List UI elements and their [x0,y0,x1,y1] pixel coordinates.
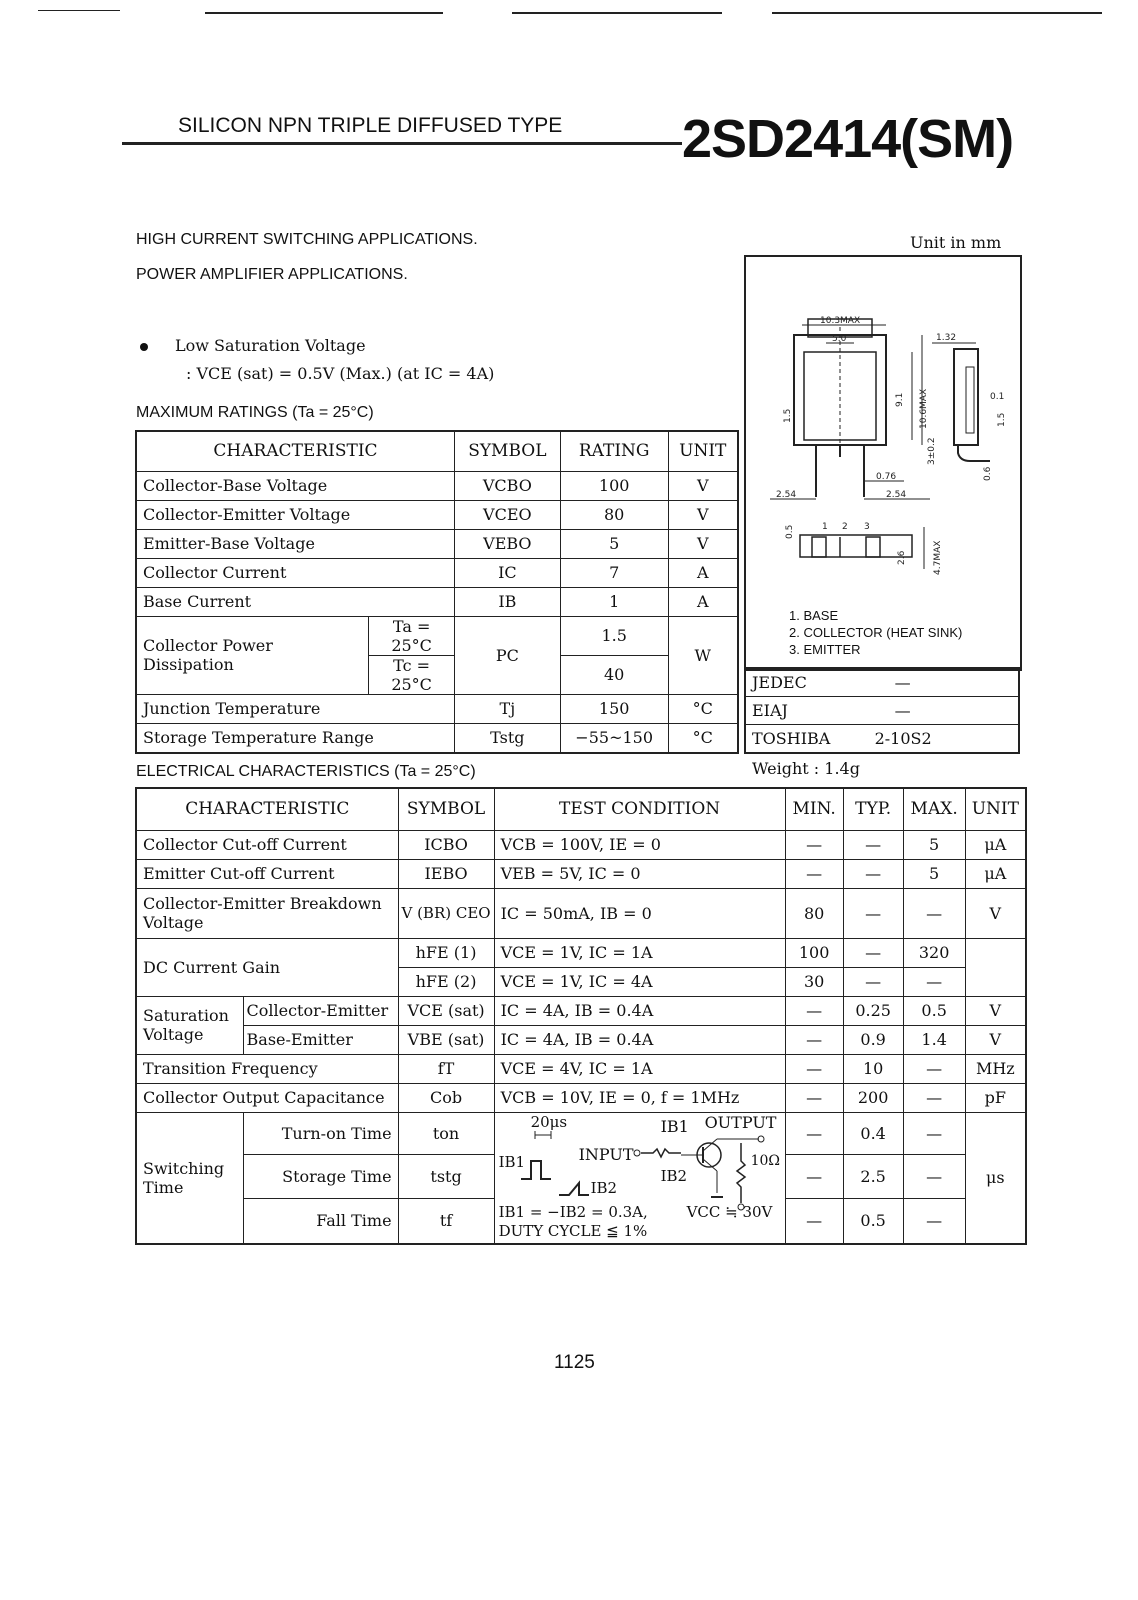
ec-sat-sub1: Collector-Emitter [243,996,398,1025]
ec-min: — [785,1112,843,1154]
circuit-ib1-top: IB1 [660,1116,689,1136]
pin-collector: 2. COLLECTOR (HEAT SINK) [789,625,963,640]
mr-name: Collector Current [136,558,454,587]
ec-vbr-name1: Collector-Emitter Breakdown [143,894,382,913]
mr-pc-name1: Collector Power [143,636,273,655]
dim-1-5-right: 1.5 [997,412,1007,427]
ec-condition: VCB = 10V, IE = 0, f = 1MHz [494,1083,785,1112]
dim-9-1: 9.1 [895,392,905,407]
dim-0-5: 0.5 [785,524,795,539]
top-rule-3 [512,12,722,14]
ec-sat-name2: Voltage [143,1025,204,1044]
max-ratings-title: MAXIMUM RATINGS (Ta = 25°C) [136,404,374,421]
ec-min: — [785,1199,843,1244]
ec-name: Transition Frequency [136,1054,398,1083]
elec-table [135,787,1027,1245]
ec-max: — [903,1199,965,1244]
ec-symbol: ICBO [398,830,494,859]
application-2: POWER AMPLIFIER APPLICATIONS. [136,266,408,283]
package-outline-drawing [746,257,1018,607]
ec-symbol: ton [398,1112,494,1154]
ec-typ: — [843,938,903,967]
ec-vbr-name2: Voltage [143,913,204,932]
ec-max: 1.4 [903,1025,965,1054]
circuit-ib2-right: IB2 [660,1166,688,1185]
ec-max: — [903,967,965,996]
bullet-dot [140,343,148,351]
ec-symbol: IEBO [398,859,494,888]
ec-min: 100 [785,938,843,967]
circuit-input: INPUT [578,1144,634,1164]
mr-symbol: Tj [454,694,560,723]
dim-0-1: 0.1 [990,392,1005,402]
mr-name: Base Current [136,587,454,616]
unit-label: Unit in mm [910,233,1002,252]
standard-name: JEDEC [745,668,863,697]
device-type: SILICON NPN TRIPLE DIFFUSED TYPE [178,114,563,137]
ec-symbol: V (BR) CEO [398,888,494,938]
ec-min: 80 [785,888,843,938]
ec-sw-name [136,1112,243,1244]
ec-min: — [785,1154,843,1199]
header-rule [122,142,682,145]
ec-min: — [785,830,843,859]
elec-title: ELECTRICAL CHARACTERISTICS (Ta = 25°C) [136,763,476,780]
ec-sw-sub: Turn-on Time [243,1112,398,1154]
circuit-ib1-left: IB1 [498,1152,526,1171]
circuit-vcc: VCC ≒ 30V [686,1202,773,1221]
mr-pc-name [136,616,369,694]
ec-unit: V [965,996,1026,1025]
dim-5-0: 5.0 [832,334,847,344]
dim-2-54-left: 2.54 [776,490,797,500]
ec-typ: 0.4 [843,1112,903,1154]
ec-unit: pF [965,1083,1026,1112]
dim-10-6max: 10.6MAX [919,388,929,429]
ec-min: 30 [785,967,843,996]
ec-max: 0.5 [903,996,965,1025]
ec-unit: μA [965,830,1026,859]
circuit-ib2: IB2 [590,1178,618,1197]
mr-rating: 5 [560,529,668,558]
switching-test-circuit [494,1112,785,1244]
mr-header-characteristic: CHARACTERISTIC [136,431,454,471]
mr-unit: A [668,587,738,616]
dim-1-32: 1.32 [936,333,957,343]
mr-symbol: Tstg [454,723,560,753]
ec-condition: VEB = 5V, IC = 0 [494,859,785,888]
ec-symbol: hFE (1) [398,938,494,967]
ec-max: 320 [903,938,965,967]
top-rule-4 [772,12,1102,14]
dim-10-3max: 10.3MAX [820,316,861,326]
mr-pc-rating2: 40 [560,655,668,694]
circuit-container [495,1113,785,1243]
standard-value: — [863,668,1019,697]
mr-symbol: IC [454,558,560,587]
mr-symbol: VEBO [454,529,560,558]
dim-2-54-right: 2.54 [886,490,907,500]
ec-header-characteristic: CHARACTERISTIC [136,788,398,830]
mr-symbol: IB [454,587,560,616]
dim-1-5-left: 1.5 [783,408,793,423]
ec-max: 5 [903,830,965,859]
weight: Weight : 1.4g [752,759,860,778]
pin-label-1: 1 [822,522,828,532]
pin-label-3: 3 [864,522,870,532]
mr-unit: V [668,529,738,558]
mr-rating: 80 [560,500,668,529]
ec-condition: IC = 4A, IB = 0.4A [494,1025,785,1054]
ec-condition: VCE = 1V, IC = 4A [494,967,785,996]
ec-header-symbol: SYMBOL [398,788,494,830]
standard-name: EIAJ [745,697,863,725]
mr-unit: A [668,558,738,587]
ec-symbol: VCE (sat) [398,996,494,1025]
ec-symbol: tf [398,1199,494,1244]
dim-4-7max: 4.7MAX [933,540,943,575]
ec-unit-empty [965,938,1026,996]
dim-0-76: 0.76 [876,472,897,482]
ec-name: Emitter Cut-off Current [136,859,398,888]
ec-typ: 0.9 [843,1025,903,1054]
ec-hfe-name: DC Current Gain [136,938,398,996]
dim-2-6: 2.6 [897,550,907,565]
mr-pc-symbol: PC [454,616,560,694]
ec-header-unit: UNIT [965,788,1026,830]
mr-name: Emitter-Base Voltage [136,529,454,558]
pin-emitter: 3. EMITTER [789,642,861,657]
ec-max: — [903,1054,965,1083]
ec-max: — [903,1083,965,1112]
mr-name: Collector-Base Voltage [136,471,454,500]
mr-pc-cond2: Tc = 25°C [369,655,455,694]
ec-symbol: Cob [398,1083,494,1112]
ec-symbol: tstg [398,1154,494,1199]
ec-max: — [903,1112,965,1154]
max-ratings-table [135,430,739,754]
ec-condition: IC = 50mA, IB = 0 [494,888,785,938]
mr-unit: V [668,471,738,500]
ec-sat-name [136,996,243,1054]
ec-sw-sub: Fall Time [243,1199,398,1244]
ec-min: — [785,859,843,888]
ec-min: — [785,996,843,1025]
ec-typ: 0.5 [843,1199,903,1244]
ec-name: Collector Cut-off Current [136,830,398,859]
ec-typ: — [843,830,903,859]
mr-header-unit: UNIT [668,431,738,471]
ec-unit: MHz [965,1054,1026,1083]
circuit-resistor: 10Ω [750,1152,780,1169]
ec-typ: 200 [843,1083,903,1112]
ec-sw-sub: Storage Time [243,1154,398,1199]
ec-sw-name1: Switching [143,1158,225,1178]
mr-rating: 100 [560,471,668,500]
mr-rating: −55~150 [560,723,668,753]
mr-pc-rating1: 1.5 [560,616,668,655]
ec-sat-name1: Saturation [143,1006,229,1025]
ec-typ: — [843,859,903,888]
ec-max: — [903,888,965,938]
dim-3-0-2: 3±0.2 [927,437,937,465]
mr-name: Junction Temperature [136,694,454,723]
pin-base: 1. BASE [789,608,839,623]
mr-symbol: VCEO [454,500,560,529]
page-number: 1125 [554,1352,595,1373]
feature-spec: : VCE (sat) = 0.5V (Max.) (at IC = 4A) [186,364,495,383]
feature-title: Low Saturation Voltage [175,336,366,355]
standard-value: — [863,697,1019,725]
mr-pc-unit: W [668,616,738,694]
top-rule-2 [205,12,443,14]
circuit-cond2: DUTY CYCLE ≦ 1% [498,1221,648,1240]
ec-symbol: hFE (2) [398,967,494,996]
ec-min: — [785,1083,843,1112]
ec-unit: V [965,1025,1026,1054]
mr-pc-cond1: Ta = 25°C [369,616,455,655]
mr-name: Collector-Emitter Voltage [136,500,454,529]
top-rule-1 [38,10,120,11]
mr-header-symbol: SYMBOL [454,431,560,471]
ec-symbol: VBE (sat) [398,1025,494,1054]
ec-header-min: MIN. [785,788,843,830]
mr-rating: 7 [560,558,668,587]
mr-rating: 1 [560,587,668,616]
part-number: 2SD2414(SM) [682,109,1014,169]
standards-table [744,667,1020,754]
ec-condition: VCE = 1V, IC = 1A [494,938,785,967]
mr-name: Storage Temperature Range [136,723,454,753]
circuit-pulse-width: 20μs [530,1112,568,1131]
circuit-output: OUTPUT [704,1112,777,1132]
ec-header-typ: TYP. [843,788,903,830]
application-1: HIGH CURRENT SWITCHING APPLICATIONS. [136,231,478,248]
dim-0-6: 0.6 [983,466,993,481]
mr-header-rating: RATING [560,431,668,471]
ec-typ: — [843,967,903,996]
ec-vbr-name [136,888,398,938]
circuit-cond1: IB1 = −IB2 = 0.3A, [498,1202,648,1221]
ec-min: — [785,1025,843,1054]
pin-label-2: 2 [842,522,848,532]
ec-name: Collector Output Capacitance [136,1083,398,1112]
ec-symbol: fT [398,1054,494,1083]
ec-max: — [903,1154,965,1199]
ec-header-max: MAX. [903,788,965,830]
standard-name: TOSHIBA [745,725,863,754]
ec-header-condition: TEST CONDITION [494,788,785,830]
mr-unit: °C [668,723,738,753]
mr-symbol: VCBO [454,471,560,500]
mr-pc-name2: Dissipation [143,655,234,674]
ec-condition: VCB = 100V, IE = 0 [494,830,785,859]
mr-unit: °C [668,694,738,723]
mr-unit: V [668,500,738,529]
ec-unit: V [965,888,1026,938]
ec-sat-sub2: Base-Emitter [243,1025,398,1054]
ec-typ: 10 [843,1054,903,1083]
ec-min: — [785,1054,843,1083]
ec-typ: — [843,888,903,938]
ec-unit: μA [965,859,1026,888]
ec-sw-name2: Time [143,1177,184,1197]
ec-sw-unit: μs [965,1112,1026,1244]
ec-condition: IC = 4A, IB = 0.4A [494,996,785,1025]
ec-max: 5 [903,859,965,888]
mr-rating: 150 [560,694,668,723]
standard-value: 2-10S2 [863,725,1019,754]
ec-condition: VCE = 4V, IC = 1A [494,1054,785,1083]
ec-typ: 0.25 [843,996,903,1025]
ec-typ: 2.5 [843,1154,903,1199]
